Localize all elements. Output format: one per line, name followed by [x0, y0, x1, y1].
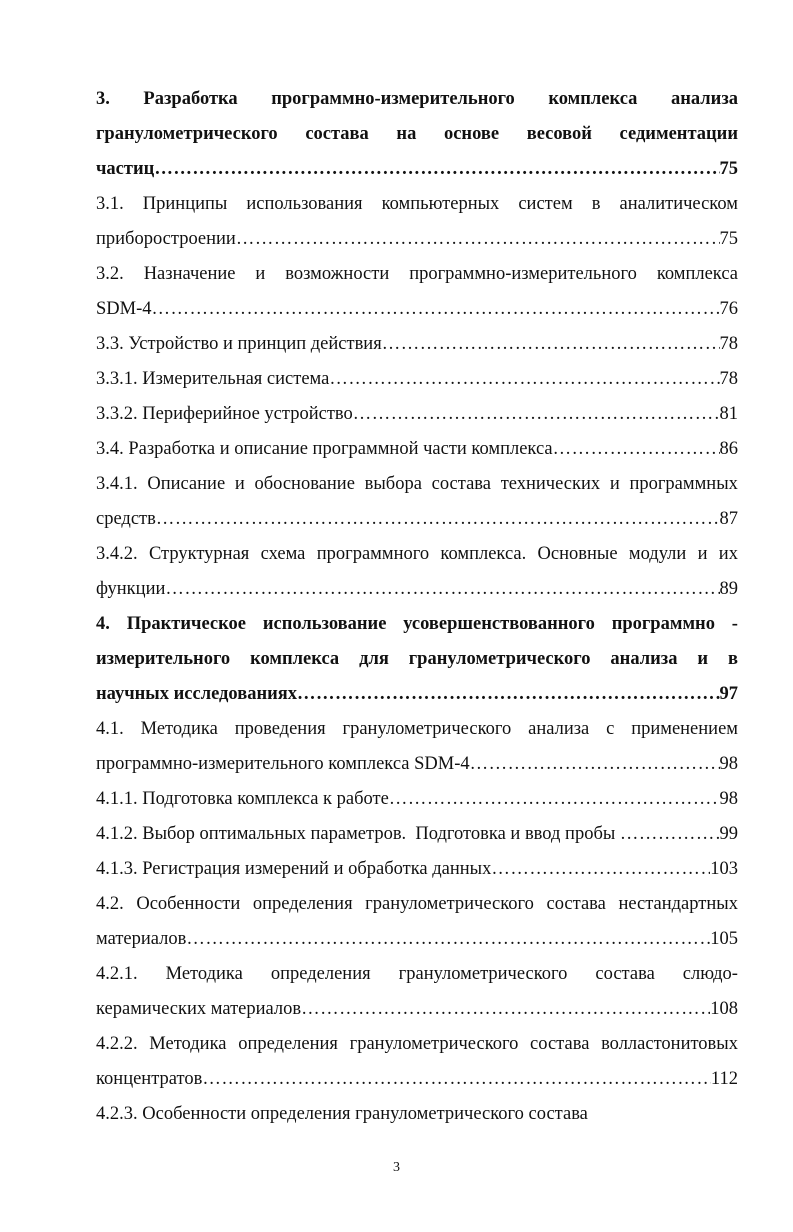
- toc-entry-3-4-2-line-1: 3.4.2. Структурная схема программного комплекса. Основные модули и их: [96, 544, 738, 564]
- toc-page-number: 97: [719, 684, 738, 704]
- toc-entry-3-4-1-line-1: 3.4.1. Описание и обоснование выбора состава технических и программных: [96, 474, 738, 494]
- dot-leader: [186, 922, 710, 957]
- toc-page-number: 81: [719, 404, 738, 424]
- toc-chapter-3-line-3: частиц ………………………………………………………………………………………………………………………………………………………………………………………… 75: [96, 152, 738, 187]
- dot-leader: [382, 327, 720, 362]
- table-of-contents: [96, 82, 738, 1132]
- toc-page-number: 75: [719, 229, 738, 249]
- toc-page-number: 76: [719, 299, 738, 319]
- toc-chapter-4-line-3: научных исследованиях ………………………………………………………………………………………………………………………………………………………………………………………… 97: [96, 677, 738, 712]
- toc-page-number: 78: [719, 369, 738, 389]
- dot-leader: [297, 677, 719, 712]
- toc-page-number: 98: [719, 789, 738, 809]
- toc-page-number: 103: [710, 859, 738, 879]
- toc-page-number: 112: [710, 1069, 738, 1089]
- page-number: 3: [393, 1160, 400, 1175]
- toc-entry-4-2-2-line-2: концентратов ………………………………………………………………………………………………………………………………………………………………………………………… 112: [96, 1062, 738, 1097]
- toc-entry-4-2-1-line-1: 4.2.1. Методика определения гранулометрического состава слюдо-: [96, 964, 738, 984]
- toc-entry-3-4: 3.4. Разработка и описание программной части комплекса ………………………………………………………………………………………………………………………………………………………………………………………… 86: [96, 432, 738, 467]
- dot-leader: [156, 502, 720, 537]
- toc-entry-3-3-2: 3.3.2. Периферийное устройство ………………………………………………………………………………………………………………………………………………………………………………………… 81: [96, 397, 738, 432]
- dot-leader: [329, 362, 719, 397]
- toc-page-number: 87: [719, 509, 738, 529]
- toc-entry-4-2-line-1: 4.2. Особенности определения гранулометрического состава нестандартных: [96, 894, 738, 914]
- toc-page-number: 98: [719, 754, 738, 774]
- dot-leader: [202, 1062, 711, 1097]
- toc-entry-3-2-line-1: 3.2. Назначение и возможности программно-измерительного комплекса: [96, 264, 738, 284]
- toc-chapter-4-line-2: измерительного комплекса для гранулометрического анализа и в: [96, 649, 738, 669]
- toc-entry-3-1-line-1: 3.1. Принципы использования компьютерных систем в аналитическом: [96, 194, 738, 214]
- toc-chapter-4-line-1: 4. Практическое использование усовершенствованного программно -: [96, 614, 738, 634]
- dot-leader: [154, 152, 719, 187]
- toc-entry-4-2-line-2: материалов ………………………………………………………………………………………………………………………………………………………………………………………… 105: [96, 922, 738, 957]
- toc-entry-4-2-2-line-1: 4.2.2. Методика определения гранулометрического состава волластонитовых: [96, 1034, 738, 1054]
- toc-page-number: 108: [710, 999, 738, 1019]
- dot-leader: [353, 397, 720, 432]
- toc-entry-4-1-2: 4.1.2. Выбор оптимальных параметров. Подготовка и ввод пробы ………………………………………………………………………………………………………………………………………………………………………………………… 99: [96, 817, 738, 852]
- dot-leader: [165, 572, 719, 607]
- dot-leader: [491, 852, 710, 887]
- dot-leader: [301, 992, 710, 1027]
- toc-page-number: 78: [719, 334, 738, 354]
- toc-chapter-3-line-2: гранулометрического состава на основе весовой седиментации: [96, 124, 738, 144]
- toc-entry-3-1-line-2: приборостроении ………………………………………………………………………………………………………………………………………………………………………………………… 75: [96, 222, 738, 257]
- dot-leader: [620, 817, 720, 852]
- toc-entry-3-2-line-2: SDM-4 ………………………………………………………………………………………………………………………………………………………………………………………… 76: [96, 292, 738, 327]
- toc-entry-4-1-3: 4.1.3. Регистрация измерений и обработка данных ………………………………………………………………………………………………………………………………………………………………………………………… 103: [96, 852, 738, 887]
- toc-entry-4-2-1-line-2: керамических материалов ………………………………………………………………………………………………………………………………………………………………………………………… 108: [96, 992, 738, 1027]
- toc-entry-4-1-line-1: 4.1. Методика проведения гранулометрического анализа с применением: [96, 719, 738, 739]
- toc-page-number: 89: [719, 579, 738, 599]
- dot-leader: [389, 782, 720, 817]
- toc-entry-4-2-3: 4.2.3. Особенности определения гранулометрического состава: [96, 1104, 588, 1124]
- dot-leader: [553, 432, 720, 467]
- toc-entry-4-1-line-2: программно-измерительного комплекса SDM-4 ………………………………………………………………………………………………………………………………………………………………………………………… 98: [96, 747, 738, 782]
- toc-page-number: 75: [719, 159, 738, 179]
- toc-page-number: 86: [719, 439, 738, 459]
- toc-page-number: 105: [710, 929, 738, 949]
- toc-entry-3-3-1: 3.3.1. Измерительная система ………………………………………………………………………………………………………………………………………………………………………………………… 78: [96, 362, 738, 397]
- toc-entry-3-4-1-line-2: средств ………………………………………………………………………………………………………………………………………………………………………………………… 87: [96, 502, 738, 537]
- toc-entry-3-3: 3.3. Устройство и принцип действия ………………………………………………………………………………………………………………………………………………………………………………………… 78: [96, 327, 738, 362]
- toc-chapter-3-line-1: 3. Разработка программно-измерительного комплекса анализа: [96, 89, 738, 109]
- toc-page-number: 99: [719, 824, 738, 844]
- dot-leader: [152, 292, 720, 327]
- dot-leader: [470, 747, 720, 782]
- dot-leader: [236, 222, 720, 257]
- toc-entry-4-1-1: 4.1.1. Подготовка комплекса к работе ………………………………………………………………………………………………………………………………………………………………………………………… 98: [96, 782, 738, 817]
- toc-entry-3-4-2-line-2: функции ………………………………………………………………………………………………………………………………………………………………………………………… 89: [96, 572, 738, 607]
